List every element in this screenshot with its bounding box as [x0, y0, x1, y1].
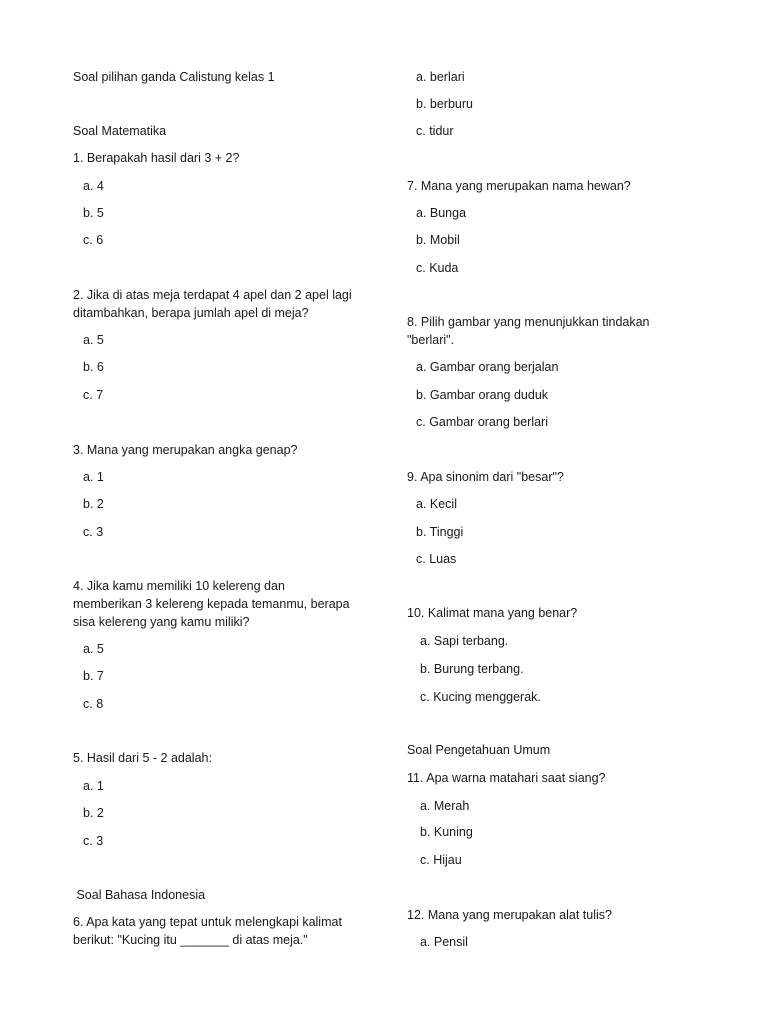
- q5-option-a: a. 1: [83, 779, 104, 793]
- q7-option-c: c. Kuda: [416, 261, 459, 275]
- question-1: 1. Berapakah hasil dari 3 + 2?: [73, 151, 240, 165]
- question-4-line-2: memberikan 3 kelereng kepada temanmu, berapa: [73, 597, 350, 611]
- q5-option-b: b. 2: [83, 806, 104, 820]
- section-heading-math: Soal Matematika: [73, 124, 167, 138]
- q8-option-c: c. Gambar orang berlari: [416, 415, 549, 429]
- question-6-line-2: berikut: "Kucing itu _______ di atas meja.": [73, 933, 308, 947]
- question-8-line-2: "berlari".: [407, 333, 455, 347]
- q10-option-a: a. Sapi terbang.: [420, 634, 509, 648]
- question-4-line-1: 4. Jika kamu memiliki 10 kelereng dan: [73, 579, 285, 593]
- q9-option-c: c. Luas: [416, 552, 457, 566]
- question-4-line-3: sisa kelereng yang kamu miliki?: [73, 615, 250, 629]
- q6-option-a: a. berlari: [416, 70, 465, 84]
- q11-option-c: c. Hijau: [420, 853, 462, 867]
- q1-option-b: b. 5: [83, 206, 104, 220]
- q4-option-a: a. 5: [83, 642, 104, 656]
- q3-option-c: c. 3: [83, 525, 104, 539]
- q9-option-b: b. Tinggi: [416, 525, 464, 539]
- q1-option-a: a. 4: [83, 179, 104, 193]
- q4-option-b: b. 7: [83, 669, 104, 683]
- q2-option-a: a. 5: [83, 333, 104, 347]
- question-7: 7. Mana yang merupakan nama hewan?: [407, 179, 631, 193]
- q10-option-c: c. Kucing menggerak.: [420, 690, 541, 704]
- q5-option-c: c. 3: [83, 834, 104, 848]
- q1-option-c: c. 6: [83, 233, 104, 247]
- q6-option-b: b. berburu: [416, 97, 473, 111]
- question-10: 10. Kalimat mana yang benar?: [407, 606, 578, 620]
- question-2-line-1: 2. Jika di atas meja terdapat 4 apel dan 2 apel lagi: [73, 288, 352, 302]
- question-6-line-1: 6. Apa kata yang tepat untuk melengkapi kalimat: [73, 915, 342, 929]
- question-3: 3. Mana yang merupakan angka genap?: [73, 443, 298, 457]
- q8-option-b: b. Gambar orang duduk: [416, 388, 549, 402]
- q7-option-b: b. Mobil: [416, 233, 460, 247]
- q4-option-c: c. 8: [83, 697, 104, 711]
- q2-option-c: c. 7: [83, 388, 104, 402]
- q10-option-b: b. Burung terbang.: [420, 662, 524, 676]
- q12-option-a: a. Pensil: [420, 935, 468, 949]
- question-5: 5. Hasil dari 5 - 2 adalah:: [73, 751, 212, 765]
- q9-option-a: a. Kecil: [416, 497, 457, 511]
- q11-option-a: a. Merah: [420, 799, 470, 813]
- question-12: 12. Mana yang merupakan alat tulis?: [407, 908, 612, 922]
- q3-option-b: b. 2: [83, 497, 104, 511]
- question-2-line-2: ditambahkan, berapa jumlah apel di meja?: [73, 306, 309, 320]
- q8-option-a: a. Gambar orang berjalan: [416, 360, 559, 374]
- section-heading-indonesian: Soal Bahasa Indonesia: [73, 888, 206, 902]
- question-9: 9. Apa sinonim dari "besar"?: [407, 470, 564, 484]
- q6-option-c: c. tidur: [416, 124, 454, 138]
- q3-option-a: a. 1: [83, 470, 104, 484]
- q7-option-a: a. Bunga: [416, 206, 467, 220]
- document-title: Soal pilihan ganda Calistung kelas 1: [73, 70, 275, 84]
- section-heading-general: Soal Pengetahuan Umum: [407, 743, 551, 757]
- question-8-line-1: 8. Pilih gambar yang menunjukkan tindakan: [407, 315, 650, 329]
- q11-option-b: b. Kuning: [420, 825, 473, 839]
- question-11: 11. Apa warna matahari saat siang?: [407, 771, 606, 785]
- q2-option-b: b. 6: [83, 360, 104, 374]
